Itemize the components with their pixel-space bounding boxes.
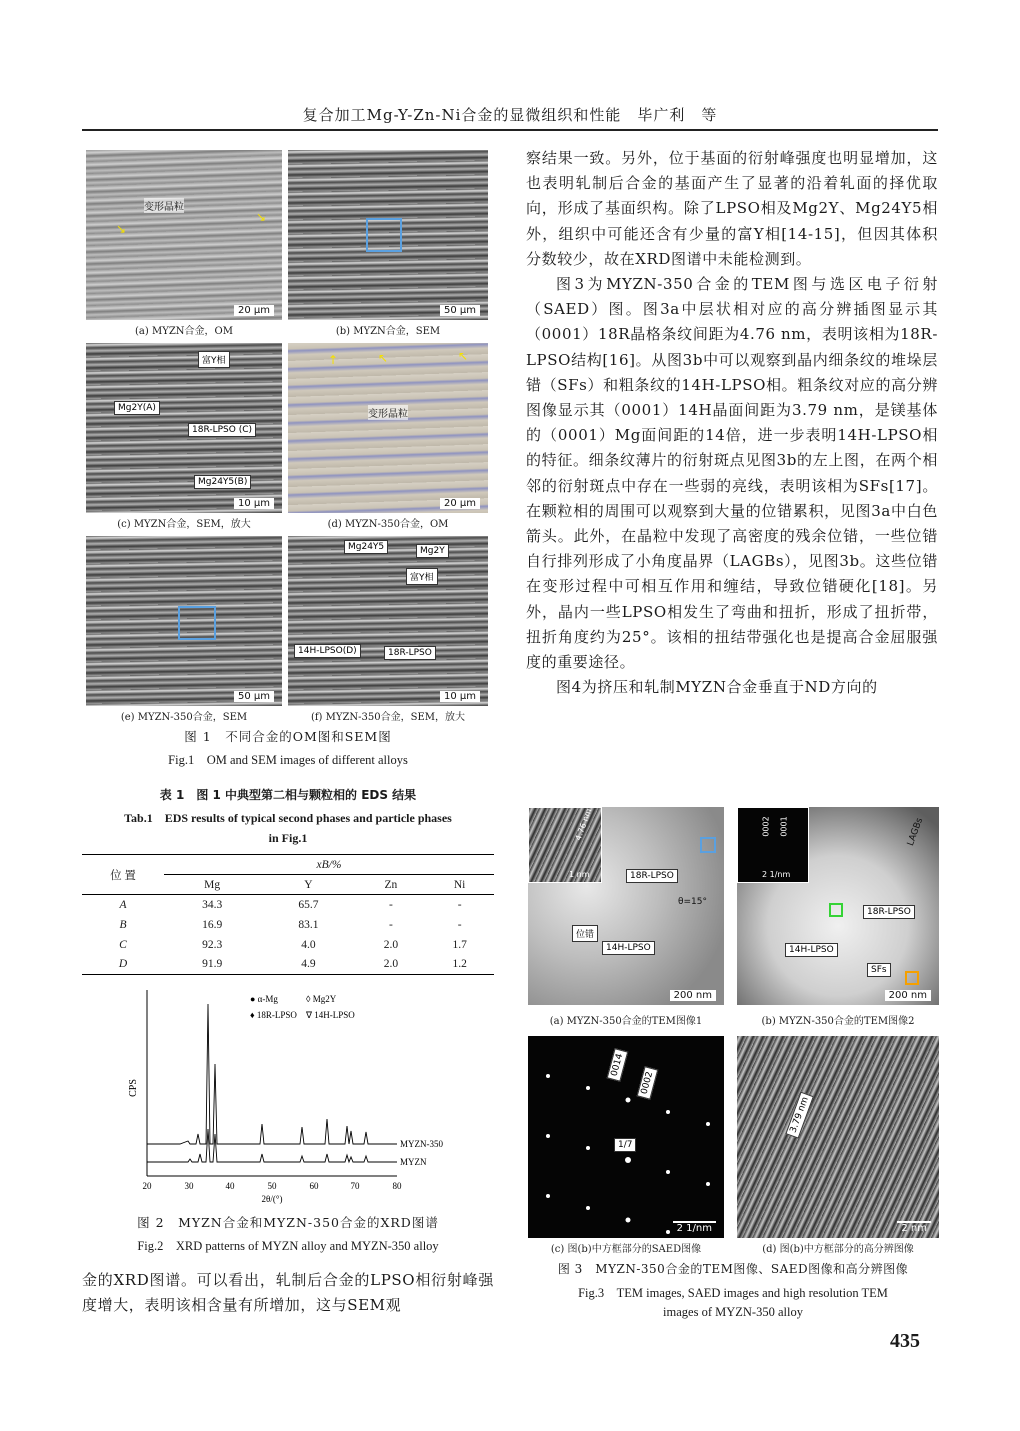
label-14h: 14H-LPSO(D) [294, 644, 361, 658]
table-row [82, 955, 494, 975]
table1-title-en-2: in Fig.1 [268, 831, 308, 845]
fig1-caption-a: (a) MYZN合金，OM [135, 326, 233, 337]
legend-18r: ♦ 18R-LPSO [250, 1010, 297, 1020]
x-tick: 20 [142, 1181, 152, 1191]
fig1-panel-c [86, 343, 282, 513]
panel-a-label: 变形晶粒 [144, 198, 184, 213]
cell: - [388, 918, 393, 931]
panel-d-label: 变形晶粒 [368, 405, 408, 420]
x-axis-label: 2θ/(°) [261, 1194, 283, 1204]
fig2-caption-en: Fig.2 XRD patterns of MYZN alloy and MYZN-350 alloy [137, 1239, 439, 1253]
series-line-myzn [147, 1129, 397, 1162]
cell: 4.9 [260, 955, 356, 975]
cell: 83.1 [298, 918, 319, 931]
left-body-text [82, 1268, 494, 1318]
cell: 65.7 [298, 898, 319, 911]
fig1-caption-f: (f) MYZN-350合金，SEM，放大 [310, 712, 466, 723]
scale-bar: 10 μm [440, 691, 480, 702]
arrow-icon: ↖ [378, 351, 389, 365]
label-lagbs: LAGBs [905, 816, 926, 848]
cell: 4.0 [301, 938, 316, 951]
label-sfs: SFs [867, 963, 891, 977]
fig3-panel-b [737, 807, 939, 1005]
series-label-myzn-350: MYZN-350 [400, 1139, 443, 1149]
scale-bar: 10 μm [234, 498, 274, 509]
fig2-xrd-chart [120, 984, 460, 1206]
arrow-icon: ↖ [458, 349, 469, 363]
fig1-panel-f [288, 536, 488, 706]
fig3-caption-a: (a) MYZN-350合金的TEM图像1 [549, 1016, 703, 1027]
label-mg24y5: Mg24Y5(B) [194, 475, 251, 489]
fig3-panel-d [737, 1036, 939, 1238]
row-pos: C [119, 938, 127, 951]
scale-bar: 50 μm [234, 691, 274, 702]
cell: 92.3 [202, 938, 223, 951]
fig3-panel-c [528, 1036, 724, 1238]
x-tick: 40 [225, 1181, 235, 1191]
paragraph: 金的XRD图谱。可以看出，轧制后合金的LPSO相衍射峰强度增大，表明该相含量有所增加，这与SEM观 [82, 1271, 494, 1315]
label-angle: θ=15° [678, 897, 707, 907]
paragraph-1: 察结果一致。另外，位于基面的衍射峰强度也明显增加，这也表明轧制后合金的基面产生了显著的沿着轧面的择优取向，形成了基面织构。除了LPSO相及Mg2Y、Mg24Y5相外，组织中可能还含有少量的富Y相[14-15]，但因其体积分数较少，故在XRD图谱中未能检测到。 [526, 149, 938, 268]
paragraph-2: 图3为MYZN-350合金的TEM图与选区电子衍射（SAED）图。图3a中层状相对应的高分辨插图显示其（0001）18R晶格条纹间距为4.76 nm，表明该相为18R-LPSO结构[16]。从图3b中可以观察到晶内细条纹的堆垛层错（SFs）和粗条纹的14H-LPSO相。粗条纹对应的高分辨图像显示其（0001）14H晶面间距为3.79 nm，是镁基体的（0001）Mg面间距的14倍，进一步表明14H-LPSO相的特征。细条纹薄片的衍射斑点见图3b的左上图，在两个相邻的衍射斑点中存在一些弱的亮线，表明该相为SFs[17]。在颗粒相的周围可以观察到大量的位错累积，见图3a中白色箭头。此外，在晶粒中发现了高密度的残余位错，一些位错自行排列形成了小角度晶界（LAGBs），见图3b。这些位错在变形过程中可相互作用和缠结，导致位错硬化[18]。另外，晶内一些LPSO相发生了弯曲和扭折，形成了扭折带，扭折角度约为25°。该相的扭结带强化也是提高合金屈服强度的重要途径。 [526, 275, 938, 672]
header-position: 位 置 [82, 855, 164, 895]
col-ni: Ni [425, 875, 494, 895]
y-axis-label: CPS [128, 1079, 139, 1097]
legend-14h: ∇ 14H-LPSO [306, 1010, 355, 1020]
label-18r: 18R-LPSO (C) [188, 423, 256, 437]
cell: 91.9 [164, 955, 260, 975]
row-pos: D [82, 955, 164, 975]
fig3-caption-cn: 图 3 MYZN-350合金的TEM图像、SAED图像和高分辨图像 [557, 1262, 909, 1276]
label-18r: 18R-LPSO [863, 905, 915, 919]
hrtem-inset [528, 807, 602, 883]
fig3-caption-en-2: images of MYZN-350 alloy [663, 1305, 803, 1319]
paragraph-3: 图4为挤压和轧制MYZN合金垂直于ND方向的 [556, 678, 878, 697]
label-0002: 0002 [637, 1066, 659, 1099]
col-zn: Zn [357, 875, 426, 895]
cell: 2.0 [357, 955, 426, 975]
label-18r: 18R-LPSO [626, 869, 678, 883]
label-rich-y: 富Y相 [198, 351, 230, 368]
running-head: 复合加工Mg-Y-Zn-Ni合金的显微组织和性能 毕广利 等 [302, 106, 718, 124]
label-mg24y5: Mg24Y5 [344, 540, 388, 554]
table-row [82, 915, 494, 935]
saed-spots [528, 1036, 724, 1238]
cell: 1.7 [452, 938, 467, 951]
x-tick: 60 [309, 1181, 319, 1191]
saed-inset [737, 807, 809, 883]
cell: - [388, 898, 393, 911]
selection-box-green [829, 903, 843, 917]
cell: 2.0 [383, 938, 399, 951]
x-tick: 70 [350, 1181, 360, 1191]
x-tick: 50 [267, 1181, 277, 1191]
col-mg: Mg [164, 875, 260, 895]
inset-spot-0001: 0001 [779, 816, 789, 837]
inset-spacing: 4.76 nm [573, 807, 594, 842]
inset-scale: 1 nm [569, 870, 590, 879]
row-pos: B [119, 918, 127, 931]
series-line-myzn-350 [147, 1004, 397, 1144]
fig1-caption-c: (c) MYZN合金，SEM，放大 [117, 519, 251, 530]
fig1-caption-cn: 图 1 不同合金的OM图和SEM图 [184, 729, 392, 744]
x-tick: 80 [392, 1181, 402, 1191]
table1-title-cn: 表 1 图 1 中典型第二相与颗粒相的 EDS 结果 [159, 788, 417, 802]
right-body-text [526, 146, 938, 700]
fig3-caption-b: (b) MYZN-350合金的TEM图像2 [761, 1016, 915, 1027]
fig1-caption-en: Fig.1 OM and SEM images of different alloys [168, 753, 408, 767]
x-ticks [143, 1181, 403, 1191]
label-18r: 18R-LPSO [384, 646, 436, 660]
selection-box [700, 837, 716, 853]
header-rule [82, 129, 938, 131]
selection-box-orange [905, 971, 919, 985]
inset-scale: 2 1/nm [762, 870, 791, 879]
inset-spot-0002: 0002 [761, 816, 771, 837]
table-row [82, 895, 494, 915]
label-mg2y: Mg2Y [416, 544, 449, 558]
scale-bar: 2 1/nm [673, 1221, 716, 1234]
fig1-caption-e: (e) MYZN-350合金，SEM [120, 712, 248, 723]
cell: - [457, 918, 462, 931]
legend-alpha-mg: ● α-Mg [250, 994, 278, 1004]
fig1-panel-a [86, 150, 282, 320]
table1-title-en-1: Tab.1 EDS results of typical second phases and particle phases [124, 811, 452, 825]
label-0014: 0014 [607, 1048, 629, 1081]
arrow-icon: ↑ [328, 353, 339, 367]
fig2-caption-cn: 图 2 MYZN合金和MYZN-350合金的XRD图谱 [137, 1215, 439, 1230]
arrow-icon: ↘ [116, 222, 127, 236]
arrow-icon: ↘ [256, 210, 267, 224]
header-group: xB/% [164, 855, 494, 875]
page-number: 435 [890, 1330, 920, 1352]
scale-bar: 200 nm [885, 990, 931, 1001]
label-14h: 14H-LPSO [785, 943, 838, 957]
col-y: Y [260, 875, 356, 895]
xrd-svg [120, 984, 460, 1206]
cell: 16.9 [202, 918, 223, 931]
cell: - [457, 898, 462, 911]
fig3-caption-en-1: Fig.3 TEM images, SAED images and high resolution TEM [578, 1286, 888, 1300]
fig1-panel-d [288, 343, 488, 513]
label-mg2y: Mg2Y(A) [114, 401, 160, 415]
table-row [82, 935, 494, 955]
scale-bar: 20 μm [440, 498, 480, 509]
label-rich-y: 富Y相 [406, 568, 438, 585]
fig3-caption-c: (c) 图(b)中方框部分的SAED图像 [550, 1244, 702, 1255]
scale-bar: 200 nm [670, 990, 716, 1001]
label-1-7: 1/7 [614, 1138, 636, 1152]
fig1-caption-b: (b) MYZN合金，SEM [335, 326, 441, 337]
scale-bar: 2 nm [897, 1221, 931, 1234]
selection-box [366, 218, 402, 252]
cell: 1.2 [425, 955, 494, 975]
label-14h: 14H-LPSO [602, 941, 655, 955]
fig1-caption-d: (d) MYZN-350合金，OM [327, 519, 449, 530]
legend-mg2y: ◊ Mg2Y [306, 994, 337, 1004]
row-pos: A [119, 898, 127, 911]
fig3-panel-a [528, 807, 724, 1005]
fig1-panel-b [288, 150, 488, 320]
fig3-caption-d: (d) 图(b)中方框部分的高分辨图像 [762, 1244, 914, 1255]
cell: 34.3 [202, 898, 223, 911]
scale-bar: 50 μm [440, 305, 480, 316]
label-dislocation: 位错 [572, 925, 598, 942]
scale-bar: 20 μm [234, 305, 274, 316]
series-label-myzn: MYZN [400, 1157, 427, 1167]
eds-table [82, 854, 494, 975]
label-spacing: 3.79 nm [785, 1091, 814, 1138]
selection-box [178, 606, 216, 640]
x-tick: 30 [184, 1181, 194, 1191]
fig1-panel-e [86, 536, 282, 706]
